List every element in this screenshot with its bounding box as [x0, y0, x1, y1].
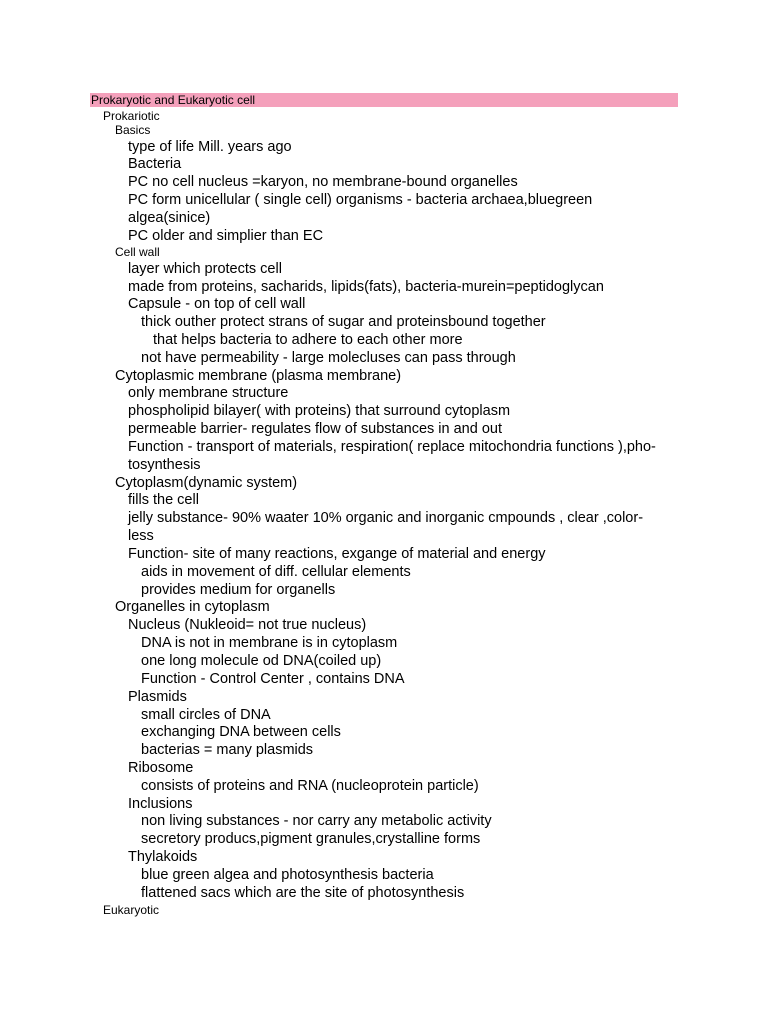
outline-line: jelly substance- 90% waater 10% organic and inorganic cmpounds , clear ,color- — [128, 510, 644, 526]
outline-line: PC older and simplier than EC — [128, 228, 324, 244]
document-title: Prokaryotic and Eukaryotic cell — [91, 93, 256, 107]
outline-line: aids in movement of diff. cellular elements — [141, 564, 411, 580]
outline-line: algea(sinice) — [128, 210, 211, 226]
outline-line: small circles of DNA — [141, 707, 271, 723]
outline-line: Function - transport of materials, respiration( replace mitochondria functions ),pho- — [128, 439, 656, 455]
outline-line: Eukaryotic — [103, 903, 160, 917]
outline-line: one long molecule od DNA(coiled up) — [141, 653, 382, 669]
outline-line: exchanging DNA between cells — [141, 724, 341, 740]
outline-line: consists of proteins and RNA (nucleoprotein particle) — [141, 778, 479, 794]
outline-line: flattened sacs which are the site of photosynthesis — [141, 885, 465, 901]
outline-line: Organelles in cytoplasm — [115, 599, 270, 615]
outline-line: phospholipid bilayer( with proteins) that surround cytoplasm — [128, 403, 511, 419]
outline-line: layer which protects cell — [128, 261, 282, 277]
outline-line: Cell wall — [115, 245, 160, 259]
outline-line: Prokariotic — [103, 109, 160, 123]
outline-line: fills the cell — [128, 492, 199, 508]
outline-line: PC form unicellular ( single cell) organisms - bacteria archaea,bluegreen — [128, 192, 593, 208]
outline-line: less — [128, 528, 154, 544]
outline-line: Nucleus (Nukleoid= not true nucleus) — [128, 617, 367, 633]
outline-line: type of life Mill. years ago — [128, 139, 292, 155]
outline-line: Function - Control Center , contains DNA — [141, 671, 405, 687]
outline-line: thick outher protect strans of sugar and proteinsbound together — [141, 314, 546, 330]
outline-line: only membrane structure — [128, 385, 289, 401]
outline-line: Ribosome — [128, 760, 194, 776]
outline-line: Cytoplasm(dynamic system) — [115, 475, 298, 491]
outline-line: PC no cell nucleus =karyon, no membrane-bound organelles — [128, 174, 518, 190]
outline-line: Plasmids — [128, 689, 187, 705]
outline-line: Bacteria — [128, 156, 182, 172]
outline-line: not have permeability - large molecluses can pass through — [141, 350, 516, 366]
outline-line: permeable barrier- regulates flow of substances in and out — [128, 421, 502, 437]
outline-line: made from proteins, sacharids, lipids(fats), bacteria-murein=peptidoglycan — [128, 279, 604, 295]
outline-line: provides medium for organells — [141, 582, 336, 598]
outline-line: Inclusions — [128, 796, 193, 812]
outline-line: non living substances - nor carry any metabolic activity — [141, 813, 492, 829]
outline-line: Capsule - on top of cell wall — [128, 296, 306, 312]
outline-line: secretory producs,pigment granules,crystalline forms — [141, 831, 481, 847]
outline-line: tosynthesis — [128, 457, 201, 473]
outline-line: blue green algea and photosynthesis bacteria — [141, 867, 434, 883]
outline-line: that helps bacteria to adhere to each other more — [153, 332, 463, 348]
outline-line: Function- site of many reactions, exgange of material and energy — [128, 546, 546, 562]
outline-line: Basics — [115, 123, 151, 137]
outline-line: Thylakoids — [128, 849, 198, 865]
outline-line: bacterias = many plasmids — [141, 742, 314, 758]
outline-line: DNA is not in membrane is in cytoplasm — [141, 635, 398, 651]
outline-line: Cytoplasmic membrane (plasma membrane) — [115, 368, 402, 384]
